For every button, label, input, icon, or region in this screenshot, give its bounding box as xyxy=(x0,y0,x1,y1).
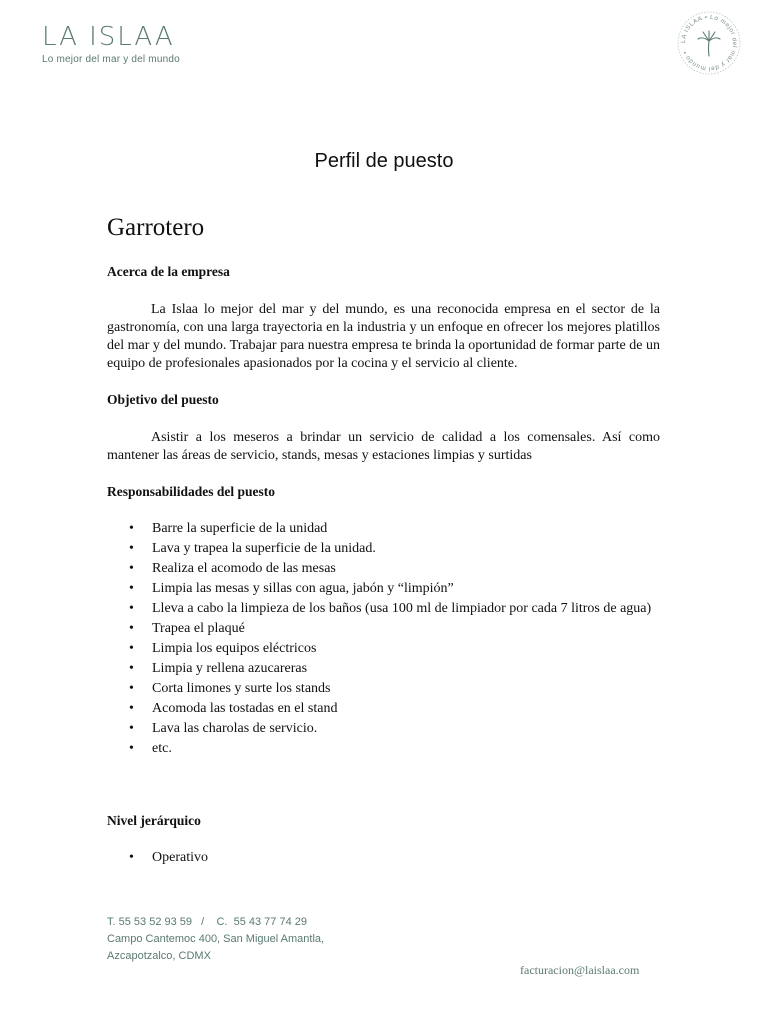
bullet-icon: • xyxy=(129,641,134,656)
company-seal xyxy=(676,8,742,78)
about-heading: Acerca de la empresa xyxy=(107,264,230,279)
footer-address-line2: Azcapotzalco, CDMX xyxy=(107,950,211,962)
list-item-text: Lava y trapea la superficie de la unidad. xyxy=(152,541,376,556)
objective-paragraph: Asistir a los meseros a brindar un servicio de calidad a los comensales. Así como mantener las áreas de servicio, stands, mesas y estaciones limpias y surtidas xyxy=(107,430,660,463)
list-item-text: Acomoda las tostadas en el stand xyxy=(152,701,338,716)
list-item-text: Limpia las mesas y sillas con agua, jabón y “limpión” xyxy=(152,581,454,596)
company-logo xyxy=(42,22,180,65)
list-item-text: Limpia los equipos eléctricos xyxy=(152,641,317,656)
job-title: Garrotero xyxy=(107,214,205,241)
list-item-text: Operativo xyxy=(152,850,208,865)
list-item xyxy=(107,679,660,699)
footer-contact xyxy=(107,914,324,965)
bullet-icon: • xyxy=(129,681,134,696)
list-item-text: Corta limones y surte los stands xyxy=(152,681,331,696)
level-list xyxy=(107,848,660,868)
list-item xyxy=(107,848,660,868)
bullet-icon: • xyxy=(129,561,134,576)
list-item-text: Realiza el acomodo de las mesas xyxy=(152,561,336,576)
seal-text: LA ISLAA • Lo mejor del mar y del mundo • xyxy=(679,13,739,73)
palm-tree-icon xyxy=(698,31,720,56)
logo-title: LA ISLAA xyxy=(42,22,175,52)
document-title: Perfil de puesto xyxy=(314,150,454,172)
document-body xyxy=(107,213,660,868)
bullet-icon: • xyxy=(129,661,134,676)
list-item xyxy=(107,519,660,539)
list-item-text: Lava las charolas de servicio. xyxy=(152,721,318,736)
list-item-text: Trapea el plaqué xyxy=(152,621,245,636)
bullet-icon: • xyxy=(129,850,134,865)
list-item xyxy=(107,719,660,739)
list-item-text: Lleva a cabo la limpieza de los baños (usa 100 ml de limpiador por cada 7 litros de agua) xyxy=(152,601,652,616)
list-item-text: Barre la superficie de la unidad xyxy=(152,521,328,536)
footer-phones: T. 55 53 52 93 59 / C. 55 43 77 74 29 xyxy=(107,916,307,928)
list-item xyxy=(107,539,660,559)
bullet-icon: • xyxy=(129,701,134,716)
level-heading: Nivel jerárquico xyxy=(107,813,201,828)
bullet-icon: • xyxy=(129,541,134,556)
footer-email: facturacion@laislaa.com xyxy=(520,963,640,977)
list-item xyxy=(107,739,660,759)
list-item xyxy=(107,599,660,619)
list-item-text: Limpia y rellena azucareras xyxy=(152,661,308,676)
responsibilities-list xyxy=(107,519,660,759)
list-item xyxy=(107,579,660,599)
bullet-icon: • xyxy=(129,581,134,596)
logo-tagline: Lo mejor del mar y del mundo xyxy=(42,54,180,65)
list-item xyxy=(107,659,660,679)
bullet-icon: • xyxy=(129,521,134,536)
responsibilities-heading: Responsabilidades del puesto xyxy=(107,484,276,499)
list-item-text: etc. xyxy=(152,741,172,756)
bullet-icon: • xyxy=(129,741,134,756)
list-item xyxy=(107,699,660,719)
bullet-icon: • xyxy=(129,601,134,616)
list-item xyxy=(107,639,660,659)
footer-address-line1: Campo Cantemoc 400, San Miguel Amantla, xyxy=(107,933,325,945)
list-item xyxy=(107,619,660,639)
bullet-icon: • xyxy=(129,621,134,636)
objective-heading: Objetivo del puesto xyxy=(107,392,219,407)
about-paragraph: La Islaa lo mejor del mar y del mundo, es una reconocida empresa en el sector de la gastronomía, con una larga trayectoria en la industria y un enfoque en ofrecer los mejores platillos del mar y del mundo. Trabajar para nuestra empresa te brinda la oportunidad de formar parte de un equipo de profesionales apasionados por la cocina y el servicio al cliente. xyxy=(107,302,660,371)
bullet-icon: • xyxy=(129,721,134,736)
list-item xyxy=(107,559,660,579)
